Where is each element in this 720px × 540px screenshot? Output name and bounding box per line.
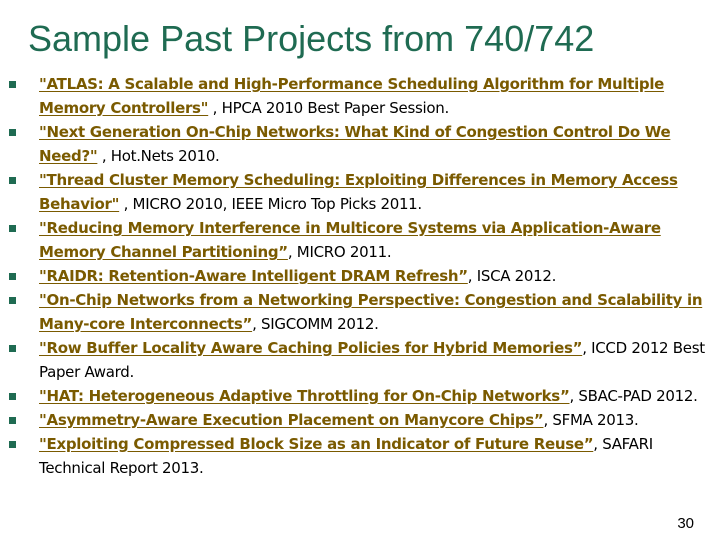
bullet-square-icon <box>9 81 16 88</box>
bullet-square-icon <box>9 345 16 352</box>
project-item <box>0 336 720 384</box>
paper-title-link[interactable]: "HAT: Heterogeneous Adaptive Throttling for On-Chip Networks” <box>39 387 570 405</box>
paper-venue: , HPCA 2010 Best Paper Session. <box>208 99 449 117</box>
project-item <box>0 168 720 216</box>
project-item <box>0 288 720 336</box>
paper-venue: , SIGCOMM 2012. <box>252 315 379 333</box>
project-item <box>0 120 720 168</box>
project-item <box>0 264 720 288</box>
paper-venue: , ICCD 2012 Best Paper Award. <box>39 339 705 381</box>
paper-venue: , MICRO 2010, IEEE Micro Top Picks 2011. <box>119 195 422 213</box>
paper-title-link[interactable]: "Next Generation On-Chip Networks: What Kind of Congestion Control Do We Need?" <box>39 123 671 165</box>
project-item <box>0 432 720 480</box>
paper-venue: , MICRO 2011. <box>287 243 392 261</box>
paper-venue: , SAFARI Technical Report 2013. <box>39 435 653 477</box>
bullet-square-icon <box>9 417 16 424</box>
project-item <box>0 384 720 408</box>
paper-title-link[interactable]: "ATLAS: A Scalable and High-Performance Scheduling Algorithm for Multiple Memory Controllers" <box>39 75 665 117</box>
paper-title-link[interactable]: "On-Chip Networks from a Networking Perspective: Congestion and Scalability in Many-core Interconnects” <box>39 291 703 333</box>
paper-venue: , Hot.Nets 2010. <box>97 147 220 165</box>
bullet-square-icon <box>9 177 16 184</box>
slide-title: Sample Past Projects from 740/742 <box>28 18 595 59</box>
bullet-square-icon <box>9 129 16 136</box>
bullet-square-icon <box>9 297 16 304</box>
paper-title-link[interactable]: "Exploiting Compressed Block Size as an Indicator of Future Reuse” <box>39 435 594 453</box>
bullet-square-icon <box>9 393 16 400</box>
bullet-square-icon <box>9 441 16 448</box>
page-number: 30 <box>677 515 694 532</box>
paper-venue: , ISCA 2012. <box>467 267 557 285</box>
project-item <box>0 408 720 432</box>
paper-title-link[interactable]: "Thread Cluster Memory Scheduling: Exploiting Differences in Memory Access Behavior" <box>39 171 678 213</box>
paper-title-link[interactable]: "Row Buffer Locality Aware Caching Policies for Hybrid Memories” <box>39 339 583 357</box>
bullet-square-icon <box>9 225 16 232</box>
bullet-square-icon <box>9 273 16 280</box>
paper-title-link[interactable]: "RAIDR: Retention-Aware Intelligent DRAM Refresh” <box>39 267 468 285</box>
project-item <box>0 216 720 264</box>
project-item <box>0 72 720 120</box>
paper-title-link[interactable]: "Reducing Memory Interference in Multicore Systems via Application-Aware Memory Channel Partitioning” <box>39 219 661 261</box>
project-list <box>0 72 720 480</box>
paper-title-link[interactable]: "Asymmetry-Aware Execution Placement on Manycore Chips” <box>39 411 544 429</box>
paper-venue: , SBAC-PAD 2012. <box>569 387 698 405</box>
paper-venue: , SFMA 2013. <box>543 411 639 429</box>
